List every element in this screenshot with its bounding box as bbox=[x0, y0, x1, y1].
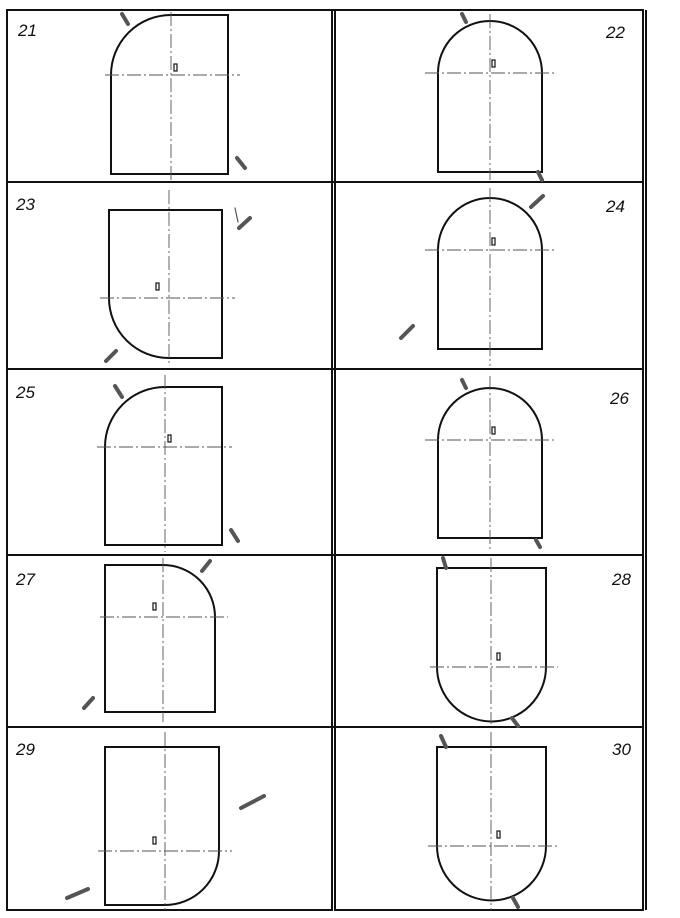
cell-number-28: 28 bbox=[612, 570, 631, 589]
cell-number-23: 23 bbox=[16, 195, 35, 214]
cell-number-30: 30 bbox=[612, 740, 631, 759]
pin-mark-22b bbox=[538, 172, 542, 180]
center-mark-24 bbox=[492, 238, 495, 245]
cell-30 bbox=[428, 732, 631, 910]
cell-21 bbox=[17, 12, 245, 180]
cell-22 bbox=[425, 14, 625, 180]
cell-29 bbox=[15, 732, 264, 910]
pin-tick-23 bbox=[235, 208, 238, 222]
pin-mark-24b bbox=[401, 326, 413, 338]
center-mark-23 bbox=[156, 283, 159, 290]
part-outline-29 bbox=[105, 747, 219, 905]
pin-mark-26b bbox=[536, 540, 540, 547]
cell-number-24: 24 bbox=[606, 197, 625, 216]
cell-number-27: 27 bbox=[16, 570, 35, 589]
part-outline-28 bbox=[437, 568, 546, 721]
cell-26 bbox=[425, 376, 629, 552]
center-mark-28 bbox=[497, 653, 500, 660]
pin-mark-28b bbox=[512, 718, 518, 726]
center-mark-22 bbox=[492, 60, 495, 67]
cell-28 bbox=[430, 558, 631, 726]
pin-mark-25b bbox=[231, 530, 238, 541]
center-mark-25 bbox=[168, 435, 171, 442]
pin-mark-29a bbox=[241, 796, 264, 808]
pin-mark-27a bbox=[202, 561, 210, 571]
pin-mark-29b bbox=[67, 889, 88, 898]
part-outline-21 bbox=[111, 15, 228, 174]
pin-mark-23a bbox=[239, 218, 250, 228]
pin-mark-25a bbox=[115, 386, 122, 397]
part-outline-25 bbox=[105, 387, 222, 545]
center-mark-27 bbox=[153, 603, 156, 610]
pin-mark-26a bbox=[462, 380, 466, 388]
cell-27 bbox=[15, 558, 228, 722]
pin-mark-24a bbox=[531, 196, 543, 207]
part-outline-30 bbox=[437, 747, 546, 900]
center-mark-29 bbox=[153, 837, 156, 844]
pin-mark-27b bbox=[84, 698, 93, 708]
pin-mark-22a bbox=[462, 14, 466, 22]
cell-24 bbox=[401, 188, 625, 366]
pin-mark-21b bbox=[237, 158, 245, 168]
part-outline-23 bbox=[109, 210, 222, 358]
center-mark-26 bbox=[492, 427, 495, 434]
pin-mark-28a bbox=[443, 558, 446, 568]
pin-mark-30b bbox=[513, 898, 518, 907]
cell-number-29: 29 bbox=[16, 740, 35, 759]
cell-number-26: 26 bbox=[610, 389, 629, 408]
cell-number-25: 25 bbox=[16, 383, 35, 402]
left-column-frame bbox=[7, 10, 332, 910]
center-mark-30 bbox=[497, 831, 500, 838]
center-mark-21 bbox=[174, 64, 177, 71]
pin-mark-30a bbox=[441, 736, 446, 747]
part-outline-27 bbox=[105, 565, 215, 712]
cell-number-22: 22 bbox=[606, 23, 625, 42]
cell-25 bbox=[15, 375, 238, 552]
cell-23 bbox=[15, 190, 250, 366]
grid-frame bbox=[7, 10, 643, 910]
cell-number-21: 21 bbox=[18, 21, 37, 40]
pin-mark-21a bbox=[122, 14, 128, 24]
right-column-frame bbox=[335, 10, 643, 910]
pin-mark-23b bbox=[106, 351, 116, 361]
